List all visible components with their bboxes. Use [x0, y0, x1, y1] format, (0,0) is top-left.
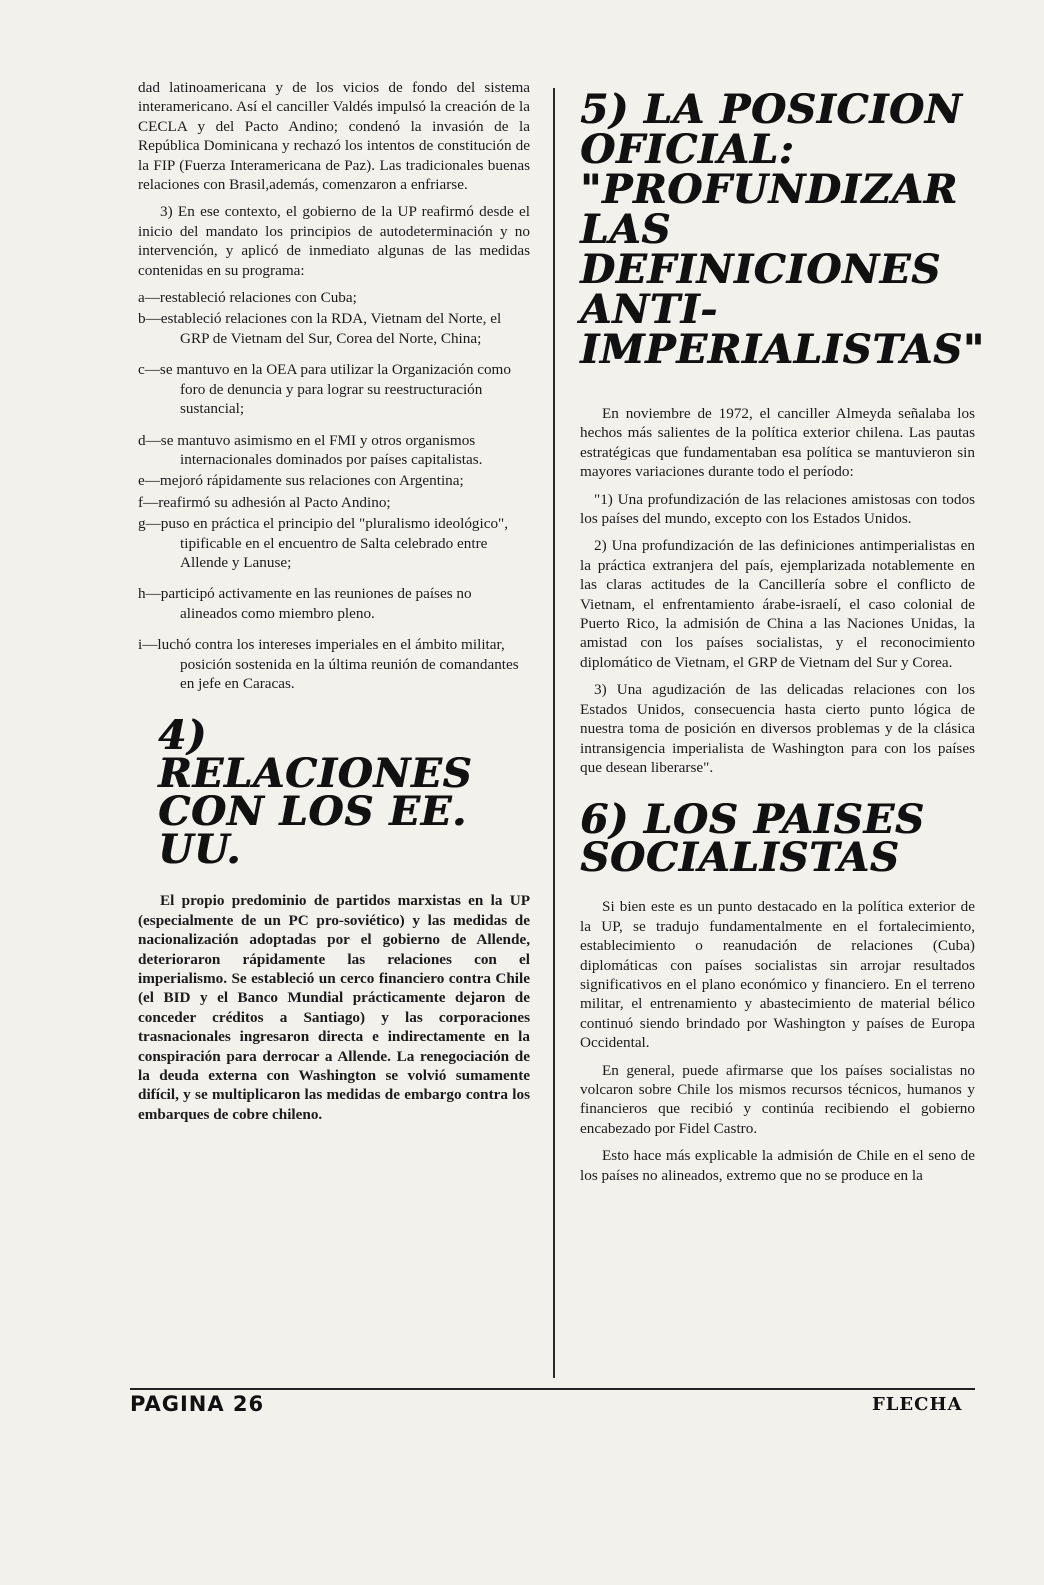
- page-number-label: PAGINA 26: [130, 1392, 265, 1416]
- paragraph-socialist-2: En general, puede afirmarse que los países socialistas no volcaron sobre Chile los mismos recursos técnicos, humanos y financieros que recibió y continúa recibiendo el gobierno encabezado por Fidel Castro.: [580, 1061, 975, 1137]
- quote-point-2: 2) Una profundización de las definiciones antimperialistas en la práctica extranjera del país, ejemplarizada notablemente en las claras actitudes de la Cancillería sobre el conflicto de Vietnam, el enfrentamiento árabe-israelí, el caso colonial de Puerto Rico, la admisión de China a las Naciones Unidas, la amistad con los países socialistas, y el reconocimiento diplomático de Vietnam, el GRP de Vietnam del Sur y Corea.: [580, 537, 975, 671]
- paragraph-section-3: 3) En ese contexto, el gobierno de la UP reafirmó desde el inicio del mandato los principios de autodeterminación y no intervención, y aplicó de inmediato algunas de las medidas contenidas en su programa:: [138, 203, 530, 279]
- list-item: b—estableció relaciones con la RDA, Vietnam del Norte, el GRP de Vietnam del Sur, Corea del Norte, China;: [138, 310, 502, 347]
- right-column: [580, 78, 985, 1193]
- paragraph-socialist-1: Si bien este es un punto destacado en la política exterior de la UP, se tradujo fundamentalmente en el fortalecimiento, establecimiento o reanudación de relaciones (Cuba) diplomáticas con países socialistas sin arrojar resultados significativos en el plano económico y financiero. En el terreno militar, el entrenamiento y abastecimiento de material bélico continuó siendo brindado por Washington y países de Europa Occidental.: [580, 898, 975, 1052]
- quote-point-3: 3) Una agudización de las delicadas relaciones con los Estados Unidos, consecuencia hasta cierto punto lógica de nuestra toma de posición en diversos problemas y de la clásica intransigencia imperialista de Washington para con los países que desean liberarse".: [580, 681, 975, 776]
- paragraph-us-relations: El propio predominio de partidos marxistas en la UP (especialmente de un PC pro-soviético) y las medidas de nacionalización adoptadas por el gobierno de Allende, deterioraron rápidamente las relaciones con el imperialismo. Se estableció un cerco financiero contra Chile (el BID y el Banco Mundial prácticamente dejaron de conceder créditos a Santiago) y las corporaciones trasnacionales ingresaron directa e indirectamente en la conspiración para derrocar a Allende. La renegociación de la deuda externa con Washington se volvió sumamente difícil, y se multiplicaron las medidas de embargo contra los embarques de cobre chileno.: [138, 892, 530, 1123]
- list-item: g—puso en práctica el principio del "pluralismo ideológico", tipificable en el encuentro de Salta celebrado entre Allende y Lanuse;: [138, 515, 509, 571]
- list-item: e—mejoró rápidamente sus relaciones con Argentina;: [138, 472, 464, 490]
- list-item: c—se mantuvo en la OEA para utilizar la Organización como foro de denuncia y para lograr su reestructuración sustancial;: [138, 361, 511, 418]
- paragraph-socialist-3: Esto hace más explicable la admisión de Chile en el seno de los países no alineados, extremo que no se produce en la: [580, 1147, 975, 1184]
- publication-name: FLECHA: [872, 1394, 963, 1415]
- left-column: [138, 78, 530, 1132]
- list-item: a—restableció relaciones con Cuba;: [138, 289, 357, 307]
- footer-rule: [130, 1388, 975, 1390]
- list-item: i—luchó contra los intereses imperiales en el ámbito militar, posición sostenida en la última reunión de comandantes en jefe en Caracas.: [138, 636, 519, 692]
- quote-point-1: "1) Una profundización de las relaciones amistosas con todos los países del mundo, excepto con los Estados Unidos.: [580, 490, 975, 528]
- paragraph-almeyda: En noviembre de 1972, el canciller Almeyda señalaba los hechos más salientes de la política exterior chilena. Las pautas estratégicas que fundamentaban esa política se mantuvieron sin mayores variaciones durante todo el período:: [580, 405, 975, 481]
- heading-section-6: 6) LOS PAISES SOCIALISTAS: [580, 796, 925, 882]
- list-item: h—participó activamente en las reuniones de países no alineados como miembro pleno.: [138, 585, 472, 622]
- list-item: d—se mantuvo asimismo en el FMI y otros organismos internacionales dominados por países capitalistas.: [138, 431, 483, 468]
- measures-list: [138, 288, 530, 693]
- heading-section-5: 5) LA POSICION OFICIAL: "PROFUNDIZAR LAS DEFINICIONES ANTI-IMPERIALISTAS": [580, 86, 985, 373]
- column-divider: [553, 88, 555, 1378]
- heading-section-4: 4) RELACIONES CON LOS EE. UU.: [158, 712, 473, 874]
- list-item: f—reafirmó su adhesión al Pacto Andino;: [138, 493, 391, 511]
- paragraph-intro: dad latinoamericana y de los vicios de fondo del sistema interamericano. Así el canciller Valdés impulsó la creación de la CECLA y del Pacto Andino; condenó la invasión de la República Dominicana y rechazó los intentos de constitución de la FIP (Fuerza Interamericana de Paz). Las tradicionales buenas relaciones con Brasil,además, comenzaron a enfriarse.: [138, 79, 530, 194]
